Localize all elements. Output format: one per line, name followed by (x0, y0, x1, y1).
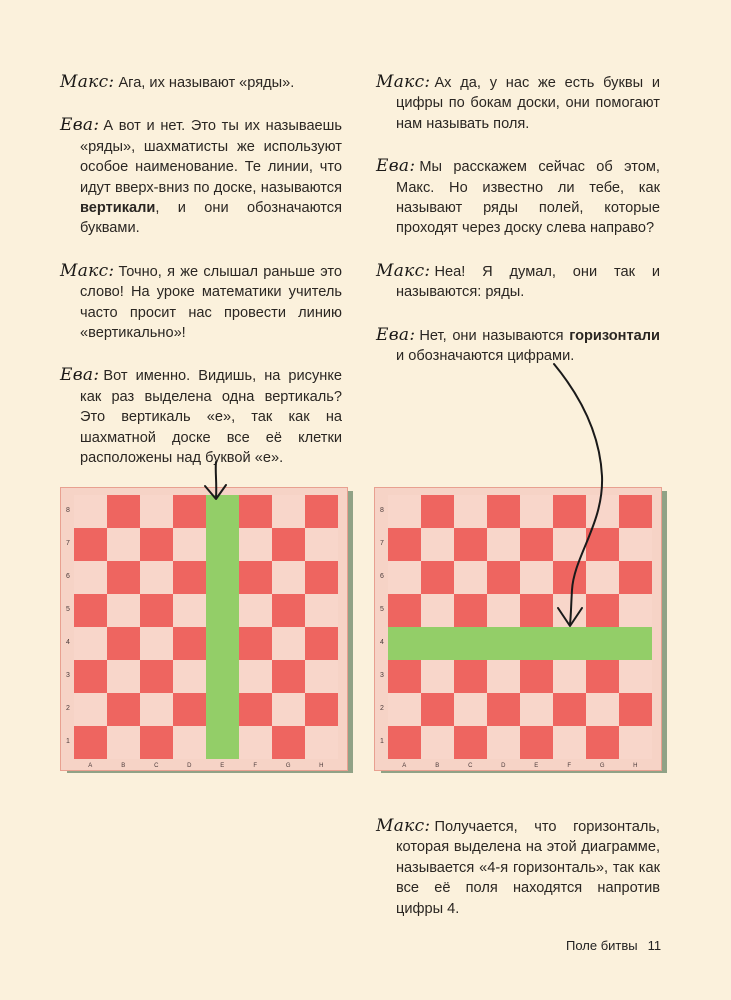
square-e4 (206, 627, 239, 660)
square-e6 (206, 561, 239, 594)
square-e2 (206, 693, 239, 726)
square-a1 (74, 726, 107, 759)
file-label: B (121, 763, 126, 769)
file-label: D (501, 763, 506, 769)
dialogue-text: Точно, я же слышал раньше это слово! На уроке математики учитель часто просит нас провести линию «вертикально»! (80, 263, 342, 342)
dialogue-line (376, 72, 660, 134)
file-label: B (435, 763, 440, 769)
file-label: D (187, 763, 192, 769)
dialogue-text: Неа! Я думал, они так и называются: ряды. (396, 263, 660, 301)
file-label: A (402, 763, 407, 769)
square-f5 (239, 594, 272, 627)
rank-label: 5 (66, 606, 70, 613)
rank-label: 5 (380, 606, 384, 613)
rank-label: 8 (380, 507, 384, 514)
square-c1 (140, 726, 173, 759)
square-f3 (553, 660, 586, 693)
square-c5 (140, 594, 173, 627)
square-h7 (305, 528, 338, 561)
dialogue-line (60, 261, 342, 344)
square-c5 (454, 594, 487, 627)
square-b4 (421, 627, 454, 660)
file-label: F (567, 763, 572, 769)
square-b5 (421, 594, 454, 627)
square-b3 (107, 660, 140, 693)
rank-label: 2 (380, 705, 384, 712)
square-h8 (619, 495, 652, 528)
square-g4 (272, 627, 305, 660)
square-h3 (305, 660, 338, 693)
square-h1 (305, 726, 338, 759)
square-e3 (520, 660, 553, 693)
arrow-down-icon (196, 460, 236, 502)
square-d6 (173, 561, 206, 594)
square-c1 (454, 726, 487, 759)
square-b8 (421, 495, 454, 528)
square-d7 (173, 528, 206, 561)
file-label: E (534, 763, 539, 769)
square-g5 (272, 594, 305, 627)
square-f4 (239, 627, 272, 660)
rank-label: 3 (380, 672, 384, 679)
dialogue-text: и обозначаются цифрами. (396, 348, 575, 365)
square-a2 (74, 693, 107, 726)
square-b7 (421, 528, 454, 561)
square-c8 (454, 495, 487, 528)
dialogue-line (376, 156, 660, 239)
square-a4 (388, 627, 421, 660)
square-g6 (272, 561, 305, 594)
square-g2 (586, 693, 619, 726)
rank-label: 1 (66, 738, 70, 745)
rank-label: 7 (380, 540, 384, 547)
square-h8 (305, 495, 338, 528)
square-b2 (107, 693, 140, 726)
dialogue-text: Ага, их называют «ряды». (118, 75, 295, 91)
dialogue-text: Вот именно. Видишь, на рисунке как раз выделена одна вертикаль? Это вертикаль «е», так как на шахматной доске все её клетки расположены над буквой «е». (80, 368, 342, 467)
page-footer (566, 938, 661, 953)
page-number: 11 (647, 938, 662, 953)
file-label: F (253, 763, 258, 769)
square-b6 (421, 561, 454, 594)
square-d4 (487, 627, 520, 660)
square-g1 (586, 726, 619, 759)
square-c7 (140, 528, 173, 561)
square-b3 (421, 660, 454, 693)
chessboard-file-diagram (60, 487, 354, 774)
square-d3 (487, 660, 520, 693)
square-a8 (388, 495, 421, 528)
square-a8 (74, 495, 107, 528)
square-d2 (487, 693, 520, 726)
square-g1 (272, 726, 305, 759)
dialogue-text: Нет, они называются (419, 327, 570, 344)
square-b2 (421, 693, 454, 726)
square-c4 (140, 627, 173, 660)
square-a6 (74, 561, 107, 594)
square-d3 (173, 660, 206, 693)
square-g8 (272, 495, 305, 528)
dialogue-text: Мы расскажем сейчас об этом, Макс. Но известно ли тебе, как называют ряды полей, которые проходят через доску слева направо? (396, 159, 660, 237)
rank-label: 3 (66, 672, 70, 679)
dialogue-text: Получается, что горизонталь, которая выделена на этой диаграмме, называется «4-я горизонталь», так как все её поля находятся напротив цифры 4. (396, 819, 660, 917)
square-f1 (239, 726, 272, 759)
speaker-name: Ева: (60, 365, 100, 386)
square-a3 (388, 660, 421, 693)
square-h3 (619, 660, 652, 693)
square-c8 (140, 495, 173, 528)
square-b1 (421, 726, 454, 759)
speaker-name: Макс: (376, 72, 431, 92)
square-b8 (107, 495, 140, 528)
speaker-name: Ева: (60, 115, 100, 136)
speaker-name: Ева: (376, 324, 416, 345)
rank-label: 4 (380, 639, 384, 646)
file-label: G (599, 763, 606, 769)
square-d5 (487, 594, 520, 627)
file-label: H (319, 763, 324, 769)
square-g7 (272, 528, 305, 561)
file-label: G (285, 763, 292, 769)
chessboard-rank-diagram (374, 487, 668, 774)
rank-label: 7 (66, 540, 70, 547)
square-h4 (619, 627, 652, 660)
footer-section-title: Поле битвы (566, 938, 638, 953)
speaker-name: Макс: (60, 260, 115, 281)
dialogue-text: Ах да, у нас же есть буквы и цифры по бокам доски, они помогают нам называть поля. (396, 75, 660, 132)
file-label: E (220, 763, 225, 769)
square-a4 (74, 627, 107, 660)
file-label: A (88, 763, 93, 769)
file-label: H (633, 763, 638, 769)
rank-label: 6 (66, 573, 70, 580)
square-b5 (107, 594, 140, 627)
square-d8 (487, 495, 520, 528)
dialogue-text: , и они обозначаются буквами. (80, 200, 342, 237)
square-e7 (206, 528, 239, 561)
dialogue-line (60, 115, 342, 238)
square-c6 (454, 561, 487, 594)
speaker-name: Макс: (376, 260, 431, 281)
square-a1 (388, 726, 421, 759)
square-d7 (487, 528, 520, 561)
dialogue-line (376, 816, 660, 919)
square-f8 (239, 495, 272, 528)
square-h4 (305, 627, 338, 660)
square-g2 (272, 693, 305, 726)
dialogue-line (60, 365, 342, 468)
square-f2 (239, 693, 272, 726)
square-a6 (388, 561, 421, 594)
term-bold: вертикали (80, 200, 156, 217)
dialogue-line (376, 261, 660, 303)
rank-label: 1 (380, 738, 384, 745)
rank-label: 2 (66, 705, 70, 712)
square-c2 (140, 693, 173, 726)
square-a2 (388, 693, 421, 726)
square-h6 (619, 561, 652, 594)
square-h6 (305, 561, 338, 594)
square-c7 (454, 528, 487, 561)
square-d6 (487, 561, 520, 594)
square-h5 (305, 594, 338, 627)
file-label: C (154, 763, 159, 769)
square-c4 (454, 627, 487, 660)
square-c6 (140, 561, 173, 594)
dialogue-line (60, 72, 342, 93)
square-b1 (107, 726, 140, 759)
square-d2 (173, 693, 206, 726)
dialogue-left-column (60, 72, 342, 491)
dialogue-right-column (376, 72, 660, 388)
square-d1 (173, 726, 206, 759)
square-e1 (206, 726, 239, 759)
term-bold: горизонтали (569, 327, 660, 344)
square-a5 (388, 594, 421, 627)
square-f7 (239, 528, 272, 561)
square-h2 (619, 693, 652, 726)
square-d1 (487, 726, 520, 759)
square-h5 (619, 594, 652, 627)
square-b4 (107, 627, 140, 660)
square-h2 (305, 693, 338, 726)
square-f6 (239, 561, 272, 594)
speaker-name: Макс: (376, 816, 431, 836)
square-a7 (388, 528, 421, 561)
square-a5 (74, 594, 107, 627)
square-g3 (586, 660, 619, 693)
square-e1 (520, 726, 553, 759)
file-label: C (468, 763, 473, 769)
square-e2 (520, 693, 553, 726)
square-c3 (454, 660, 487, 693)
square-h7 (619, 528, 652, 561)
square-f2 (553, 693, 586, 726)
square-b6 (107, 561, 140, 594)
square-a3 (74, 660, 107, 693)
square-b7 (107, 528, 140, 561)
square-d4 (173, 627, 206, 660)
rank-label: 6 (380, 573, 384, 580)
square-e5 (206, 594, 239, 627)
curved-arrow-icon (540, 358, 620, 633)
speaker-name: Макс: (60, 72, 115, 92)
dialogue-text: А вот и нет. Это ты их называешь «ряды», шахматисты же используют особое наименование. Те линии, что идут вверх-вниз по доске, называются (80, 118, 342, 196)
square-c3 (140, 660, 173, 693)
square-g3 (272, 660, 305, 693)
rank-label: 8 (66, 507, 70, 514)
square-d5 (173, 594, 206, 627)
dialogue-bottom-column (376, 816, 660, 941)
square-e3 (206, 660, 239, 693)
square-a7 (74, 528, 107, 561)
square-f1 (553, 726, 586, 759)
speaker-name: Ева: (376, 156, 416, 177)
square-f3 (239, 660, 272, 693)
rank-label: 4 (66, 639, 70, 646)
square-h1 (619, 726, 652, 759)
square-c2 (454, 693, 487, 726)
